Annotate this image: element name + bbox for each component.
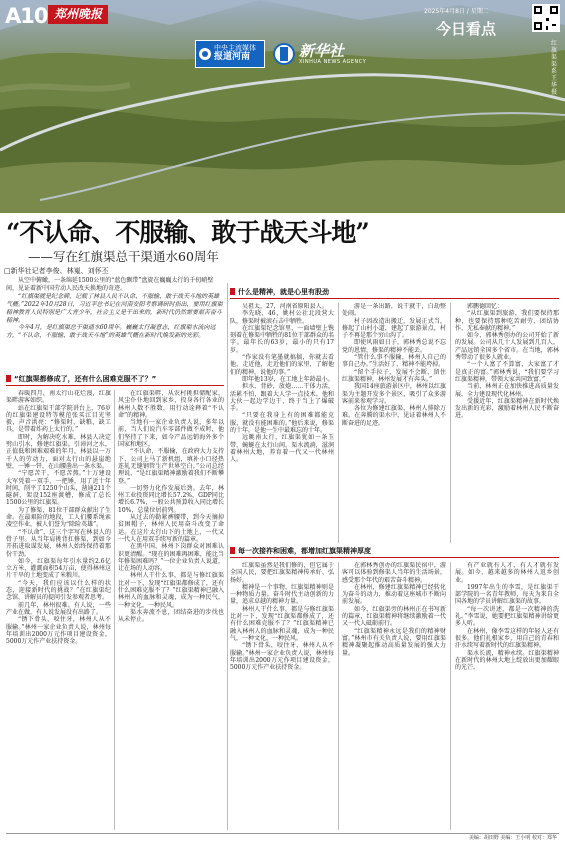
paragraph: 在黑中国，林州下岗群众对困难认识更清醒。“现在的困难再困难，能比当年修渠困难吗？”一位企业负责人说道，让在场的人动容。: [118, 543, 224, 573]
paragraph: 在红旗渠纪念馆里，一面墙壁上镌刻着在修渠中牺牲的81位干部群众的名字。最年长的63岁，最小的只有17岁。: [230, 324, 334, 354]
paragraph: 在红旗渠畔，从农村挑担储配家，风尘仆仆地回到家乡，投身各行各业的林州人数不胜数，用行动诠释着“不认命”的精神。: [118, 390, 224, 419]
paragraph: 担水、背砂，放炮……干体力活，活累不怕，跟着大人学一点技术。他和大伙一起边学边干，终于当上了爆破手。: [230, 383, 334, 413]
paragraph: 受援近年，红旗渠精神在新时代焕发出新的光彩，激励着林州人民不断奋进。: [455, 397, 559, 420]
app-logo: [195, 40, 265, 68]
column-divider: [114, 390, 115, 830]
paragraph: “宁愿苦干，不愿苦熬。”十万建设大军凭着一双手、一把锤，用了近十年时间，削平了1250个山头，凿通211个隧洞，架设152座渡槽，修成了总长1500公里的红旗渠。: [6, 470, 111, 507]
paragraph: 在林州，像李雪这样的年轻人还有很多。他们扎根家乡，用自己的青春和汗水续写着新时代的红旗渠精神。: [455, 627, 559, 650]
section-heading: [230, 287, 329, 296]
paragraph: “锈下骨头，咬住牙，林州人从不服输。”林州一家企业负责人说，林州每年培训出2000万元作项目建设资金，5000万元作产业扶持资金。: [6, 616, 111, 646]
paragraph: 如今，红旗渠旁的林州正在书写新的篇章，红旗渠精神将继续激励着一代又一代人砥砺前行。: [342, 605, 446, 628]
qr-code-icon: [532, 4, 560, 32]
edition-number: A10: [5, 4, 48, 28]
paragraph: “只要在我身上有的困难都能克服，就没有能困难的。”他后来说，修渠的十年，是他一生中最难忘的十年。: [230, 412, 334, 435]
paragraph: 前几年，林州很难。有人说，一些产业在做，有人说发展没有出路了。: [6, 601, 111, 616]
section-rule: [6, 385, 224, 386]
app-logo-line1: 中央主流媒体: [214, 44, 256, 52]
paragraph: 如今，郭林秀创办的公司开始了新的发展。公司从几十人发展到几百人，产品远销全国多个省市。在当地，郭林秀带动了很多人就业。: [455, 332, 559, 362]
text-column-3: [230, 303, 334, 543]
section-heading-text: 什么是精神，就是心里有股劲: [238, 287, 329, 296]
xinhua-name: 新华社: [299, 42, 345, 60]
xinhua-english: XINHUA NEWS AGENCY: [299, 59, 367, 65]
paragraph: “一个人富了不算富，大家富了才是真正的富。”郭林秀说，“我们要学习红旗渠精神，带领大家共同致富。”: [455, 361, 559, 383]
paragraph: 游是一条出路，说干就干，白劫整处闹。: [342, 303, 446, 318]
text-column-4: [342, 303, 446, 543]
paragraph: “从红旗渠到旅游，我们要保持那种，也要保持那种吃苦耐劳、团结协作、无私奉献的精神。”: [455, 310, 559, 332]
section-heading-text: 每一次接祚和困难，都增加红旗渠精神厚度: [238, 546, 371, 555]
app-logo-line2: 报道河南: [214, 52, 251, 62]
paragraph: 当地有一家企业负责人说，多年以前，当人们说汽车零部件做不成时，他们坚持了下来，如今产品远销海外多个国家和地区。: [118, 419, 224, 449]
subheadline: ——写在红旗渠总干渠通水60周年: [28, 249, 219, 264]
column-divider: [450, 303, 451, 543]
paragraph: 1997年出生的李雪，是红旗渠干部学院的一名青年教师，每天为来自全国各地的学员讲解红旗渠的故事。: [455, 583, 559, 606]
section-marker-icon: [6, 375, 11, 382]
lead-paragraph: 今年4月，是红旗渠总干渠通水60周年。巍巍太行凝意志，红旗渠水流向远方，“不认命、不服输、敢于战天斗地”的英雄气概在新时代焕发新的光彩。: [6, 324, 216, 340]
headline: “不认命、不服输、敢于战天斗地”: [6, 218, 369, 247]
section-title: 今日看点: [436, 20, 497, 38]
paragraph: 如今，红旗渠每年引水量约2.6亿立方米，灌溉面积54万亩，使得林州这片干旱的土地变成了米粮川。: [6, 557, 111, 580]
paragraph: 春暖四月，南太行山花烂漫，红旗渠畔游客如织。: [6, 390, 111, 405]
paragraph: 郭鹏德回忆：: [467, 303, 504, 310]
xinhua-emblem-icon: [273, 43, 295, 65]
paragraph: 渠水长流，精神永续。红旗渠精神在新时代的林州大地上绽放出更加耀眼的光芒。: [455, 649, 559, 672]
paragraph: 红旗渠虽然是我们修的，但它属于全国人民，要把红旗渠精神传承好、弘扬好。: [230, 562, 334, 584]
paragraph: 林州人干什么事，都是与修红旗渠比对一下，发现“红旗渠都修成了，还有什么困难克服不了？”红旗渠精神已融入林州人的血脉和灵魂，成为一种民气，一种文化，一种民风。: [230, 605, 334, 642]
xinhua-logo: [273, 43, 366, 65]
paragraph: 在郭林秀创办的红旗渠民宿中，游客可以体验到修渠人当年的生活场景，感受那个年代的艰苦奋斗精神。: [342, 562, 446, 584]
paragraph: 我国14座旅游景区中，林州以红旗渠为主题开发多个景区，吸引了众多游客前来参观学习。: [342, 383, 446, 405]
lead-paragraph: 从空中俯瞰，一条绵延1500公里的“蓝色飘带”盘旋在巍巍太行的千仞峭壁间，见证着新中国劳动人民改天换地的奇迹。: [6, 277, 214, 292]
paragraph: 林州人干什么事，都是与修红旗渠比对一下，发现“红旗渠都修成了，还有什么困难克服不了？”红旗渠精神已融入林州人的血脉和灵魂，成为一种民气，一种文化，一种民风。: [118, 572, 224, 609]
column-divider: [338, 562, 339, 830]
paragraph: 一切努力化作发展后劲。去年，林州工业投资同比增长57.2%，GDP同比增长6.7%，一般公共预算收入同比增长10%，总量位居前列。: [118, 484, 224, 514]
section-marker-icon: [230, 288, 235, 295]
column-divider: [450, 562, 451, 830]
paragraph: “锈下骨头，咬住牙，林州人从不服输。”林州一家企业负责人说，林州每年培训出2000万元作项目建设资金，5000万元作产业扶持资金。: [230, 642, 334, 672]
paragraph: “今天，我们应该以什么样的状态，迎接新时代的挑战？”在红旗渠纪念馆，讲解员的提问引发参观者思考。: [6, 579, 111, 602]
paragraph: 即年他13岁，在工地上年龄最小。: [242, 375, 334, 383]
paragraph: 李先晓，46，姚村公社北段营大队，修渠时被滚石击中牺牲。: [230, 310, 334, 325]
paragraph: “不认命”，这三个字写在林县人的骨子里。从当年肩挑背扛修渠，到如今开拓进取谋发展，林州人始终保持着那份干劲。: [6, 528, 111, 558]
photo-credit: 红旗渠渠系 王华 摄: [551, 40, 558, 96]
paragraph: 远眺南太行，红旗渠犹如一条玉带，蜿蜒在太行山间。渠水流淌，滋润着林州大地，养育着一代又一代林州人。: [230, 434, 334, 464]
paragraph: 精神是一个事物，红旗渠精神则是一种物质力量。奋斗时代主动创新的力量，追求卓越的精神力量。: [230, 583, 334, 606]
paragraph: “不认命，不服输，在政府大力支持下，公司上马了新机组，填补小口径热连轧无缝钢管生产世界空白。”公司总经理说，“是红旗渠精神激励着我们不断攀登。”: [118, 448, 224, 485]
text-column-6: [230, 562, 334, 830]
paragraph: 即使风雨如日子，郭林秀总说不忘党的恩情，修渠的精神不能丢。: [342, 339, 446, 354]
paragraph: “管什么事不服输，林州人自己的事自己办。”生活好了，精神不能垮掉。: [342, 354, 446, 369]
section-marker-icon: [230, 547, 235, 554]
section-heading: [6, 374, 156, 383]
text-column-2: [118, 390, 224, 830]
text-column-8: [455, 562, 559, 830]
paragraph: 渠水奔流不息，团结奋进的步伐也从未停止。: [118, 608, 224, 624]
camera-icon: [199, 48, 211, 60]
dateline: 2025年4月8日 / 星期二: [424, 8, 489, 15]
paragraph: 即时，为解决吃水难，林县人决定劈山引水，修建红旗渠。引漳河之水，正值低和困难艰难的年月，林县以一万千人的劳动力，面对太行山的悬崖绝壁，一锤一钎，在山腰凿出一条水渠。: [6, 433, 111, 470]
paragraph: 为了修渠，81位干部群众献出了生命。在最艰险的地段，工人们腰系绳索凌空作业，被人们誉为“除险英雄”。: [6, 506, 111, 529]
section-heading: [230, 546, 371, 555]
text-column-1: [6, 390, 111, 830]
column-divider: [338, 303, 339, 543]
section-heading-text: “红旗渠都修成了，还有什么困难克服不了？”: [14, 374, 157, 383]
editor-credits: 美编：胡田野 美编：王小明 校对：郑华: [468, 835, 557, 841]
byline: □新华社记者李俊、林嵬、刘怀丕: [4, 267, 109, 275]
paragraph: “每一次讲述，都是一次精神的洗礼。”李雪说，她要把红旗渠精神讲给更多人听。: [455, 605, 559, 628]
paper-name-logo: 郑州晚报: [48, 5, 108, 24]
lead-paragraph: “红旗渠就是纪念碑，记载了林县人民不认命、不服输、敢于战天斗地的英雄气概。”2022年10月28日，习近平总书记在河南安阳考察调研时指出，要用红旗渠精神教育人民特别是广大青少年，社会主义是干出来的，新时代仍然需要艰苦奋斗精神。: [6, 292, 223, 324]
paragraph: 吴祖太，27，河南省原阳县人。: [242, 303, 328, 310]
paragraph: 村子因改造出搬迁，发展正式当，修起了山村小道，建起了旅游景点，村子不再是那个穷山沟了。: [342, 317, 446, 340]
paragraph: 在林州，修建红旗渠精神已经转化为奋斗的动力，推动着这座城市不断向前发展。: [342, 583, 446, 606]
lead-paragraphs: [6, 277, 224, 340]
media-logos: [195, 40, 366, 68]
column-divider: [227, 283, 228, 830]
paragraph: “留个手拉子，发展不会断，留住红旗渠精神，林州发展才有奔头。”: [342, 368, 446, 383]
paragraph: 从过去的勒紧裤腰带，到今天摘掉贫困帽子，林州人民用奋斗改变了命运。在这片太行山下的土地上，一代又一代人在用双手续写新的篇章。: [118, 514, 224, 543]
paragraph: “作家没有笔墨就搞搞，你就去看他，走近他，走近他们的家里，了解他们的精神，说他的事。”: [230, 354, 334, 376]
paragraph: 各位为修建红旗渠，林州人排除万难。在奔腾的渠水中，见证着林州人不断奋进的足迹。: [342, 405, 446, 427]
section-rule: [230, 557, 559, 558]
text-column-5: [455, 303, 559, 543]
paragraph: 有产业就有人才，有人才就有发展。如今，越来越多的林州人返乡创业。: [455, 562, 559, 584]
paragraph: 站在红旗渠干部学院讲台上，76岁的红旗渠建设特等模范张买江目光坚毅，声音洪亮：“修渠时，缺粮、缺工具，是带着炸药上太行的。”: [6, 404, 111, 434]
paragraph: “红旗渠精神永远是我们的精神财富。”林州市有关负责人说，要用红旗渠精神凝聚起推动高质量发展的强大力量。: [342, 627, 446, 657]
text-column-7: [342, 562, 446, 830]
paragraph: 当前，林州正在加快推进高质量发展，全力建设现代化林州。: [455, 383, 559, 398]
section-rule: [230, 298, 559, 299]
